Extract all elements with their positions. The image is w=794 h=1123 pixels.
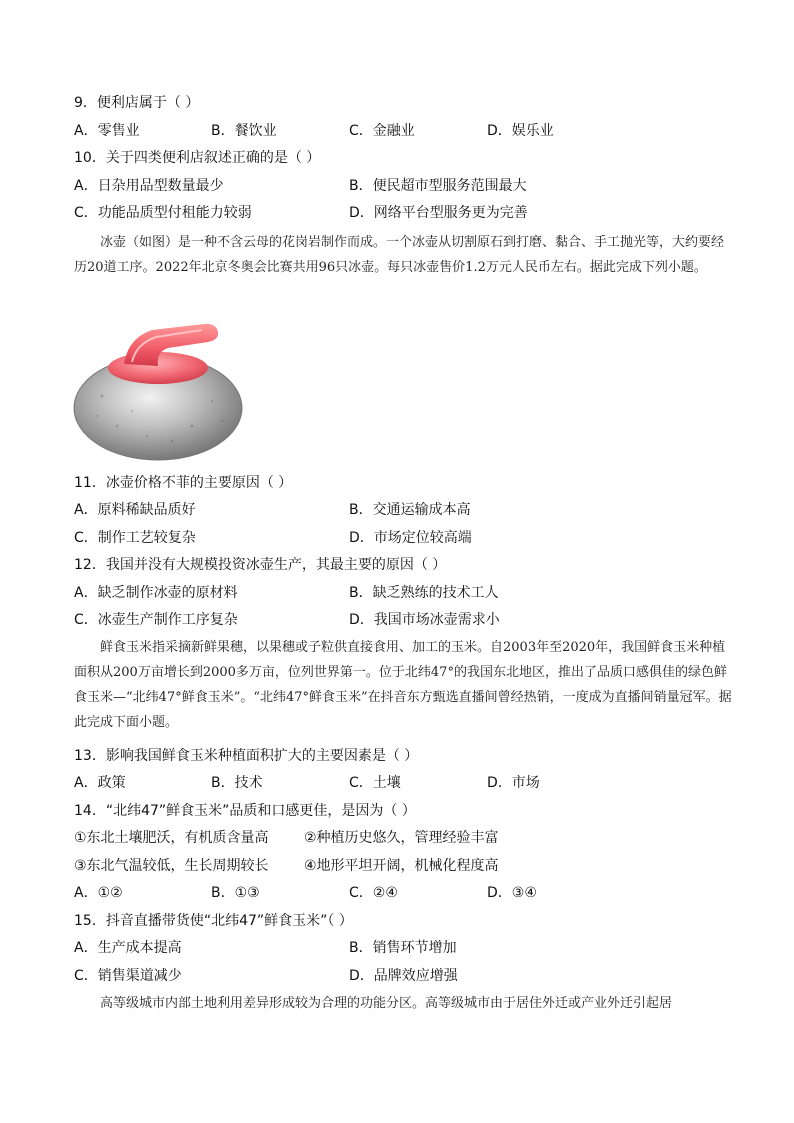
q14-statement-2: ②种植历史悠久，管理经验丰富 bbox=[304, 830, 499, 846]
q11-option-a[interactable]: A．原料稀缺品质好 bbox=[74, 502, 196, 518]
q11-option-d[interactable]: D．市场定位较高端 bbox=[349, 530, 472, 546]
q13-option-b[interactable]: B．技术 bbox=[211, 775, 263, 791]
q9-option-d[interactable]: D．娱乐业 bbox=[487, 123, 554, 139]
question-11-stem: 11．冰壶价格不菲的主要原因（ ） bbox=[74, 475, 293, 491]
q14-statement-4: ④地形平坦开阔，机械化程度高 bbox=[304, 858, 499, 874]
question-14-stem: 14．“北纬47”鲜食玉米”品质和口感更佳，是因为（ ） bbox=[74, 803, 416, 819]
q14-option-b[interactable]: B．①③ bbox=[211, 885, 260, 901]
q14-option-d[interactable]: D．③④ bbox=[487, 885, 537, 901]
q12-option-c[interactable]: C．冰壶生产制作工序复杂 bbox=[74, 612, 238, 628]
q13-option-a[interactable]: A．政策 bbox=[74, 775, 126, 791]
passage-curling: 冰壶（如图）是一种不含云母的花岗岩制作而成。一个冰壶从切割原石到打磨、黏合、手工抛光等，大约要经历20道工序。2022年北京冬奥会比赛共用96只冰壶。每只冰壶售价1.2万元人民币左右。据此完成下列小题。 bbox=[74, 235, 725, 275]
q9-option-b[interactable]: B．餐饮业 bbox=[211, 123, 277, 139]
q15-option-a[interactable]: A．生产成本提高 bbox=[74, 940, 182, 956]
q14-statement-1: ①东北土壤肥沃，有机质含量高 bbox=[74, 830, 269, 846]
q12-option-b[interactable]: B．缺乏熟练的技术工人 bbox=[349, 585, 499, 601]
q11-option-b[interactable]: B．交通运输成本高 bbox=[349, 502, 471, 518]
q14-statement-3: ③东北气温较低，生长周期较长 bbox=[74, 858, 269, 874]
passage-city-land-use: 高等级城市内部土地利用差异形成较为合理的功能分区。高等级城市由于居住外迁或产业外迁引起居 bbox=[100, 996, 673, 1011]
q10-option-b[interactable]: B．便民超市型服务范围最大 bbox=[349, 178, 527, 194]
passage-fresh-corn: 鲜食玉米指采摘新鲜果穗，以果穗或子粒供直接食用、加工的玉米。自2003年至2020年，我国鲜食玉米种植面积从200万亩增长到2000多万亩，位列世界第一。位于北纬47°的我国东北地区，推出了品质口感俱佳的绿色鲜食玉米—“北纬47°鲜食玉米”。“北纬47°鲜食玉米”在抖音东方甄选直播间曾经热销，一度成为直播间销量冠军。据此完成下面小题。 bbox=[74, 640, 732, 730]
q10-option-a[interactable]: A．日杂用品型数量最少 bbox=[74, 178, 224, 194]
q9-option-c[interactable]: C．金融业 bbox=[349, 123, 415, 139]
q9-option-a[interactable]: A．零售业 bbox=[74, 123, 140, 139]
q11-option-c[interactable]: C．制作工艺较复杂 bbox=[74, 530, 196, 546]
curling-stone-image bbox=[72, 316, 244, 462]
q15-option-b[interactable]: B．销售环节增加 bbox=[349, 940, 457, 956]
q14-option-a[interactable]: A．①② bbox=[74, 885, 123, 901]
q12-option-a[interactable]: A．缺乏制作冰壶的原材料 bbox=[74, 585, 238, 601]
question-13-stem: 13．影响我国鲜食玉米种植面积扩大的主要因素是（ ） bbox=[74, 748, 419, 764]
q13-option-d[interactable]: D．市场 bbox=[487, 775, 540, 791]
q12-option-d[interactable]: D．我国市场冰壶需求小 bbox=[349, 612, 500, 628]
question-10-stem: 10．关于四类便利店叙述正确的是（ ） bbox=[74, 150, 321, 166]
q10-option-d[interactable]: D．网络平台型服务更为完善 bbox=[349, 205, 528, 221]
q13-option-c[interactable]: C．土壤 bbox=[349, 775, 401, 791]
q15-option-d[interactable]: D．品牌效应增强 bbox=[349, 968, 458, 984]
question-15-stem: 15．抖音直播带货使“北纬47”鲜食玉米”（ ） bbox=[74, 913, 353, 929]
q14-option-c[interactable]: C．②④ bbox=[349, 885, 398, 901]
question-9-stem: 9．便利店属于（ ） bbox=[74, 95, 200, 111]
question-12-stem: 12．我国并没有大规模投资冰壶生产，其最主要的原因（ ） bbox=[74, 557, 447, 573]
q10-option-c[interactable]: C．功能品质型付租能力较弱 bbox=[74, 205, 252, 221]
q15-option-c[interactable]: C．销售渠道减少 bbox=[74, 968, 182, 984]
